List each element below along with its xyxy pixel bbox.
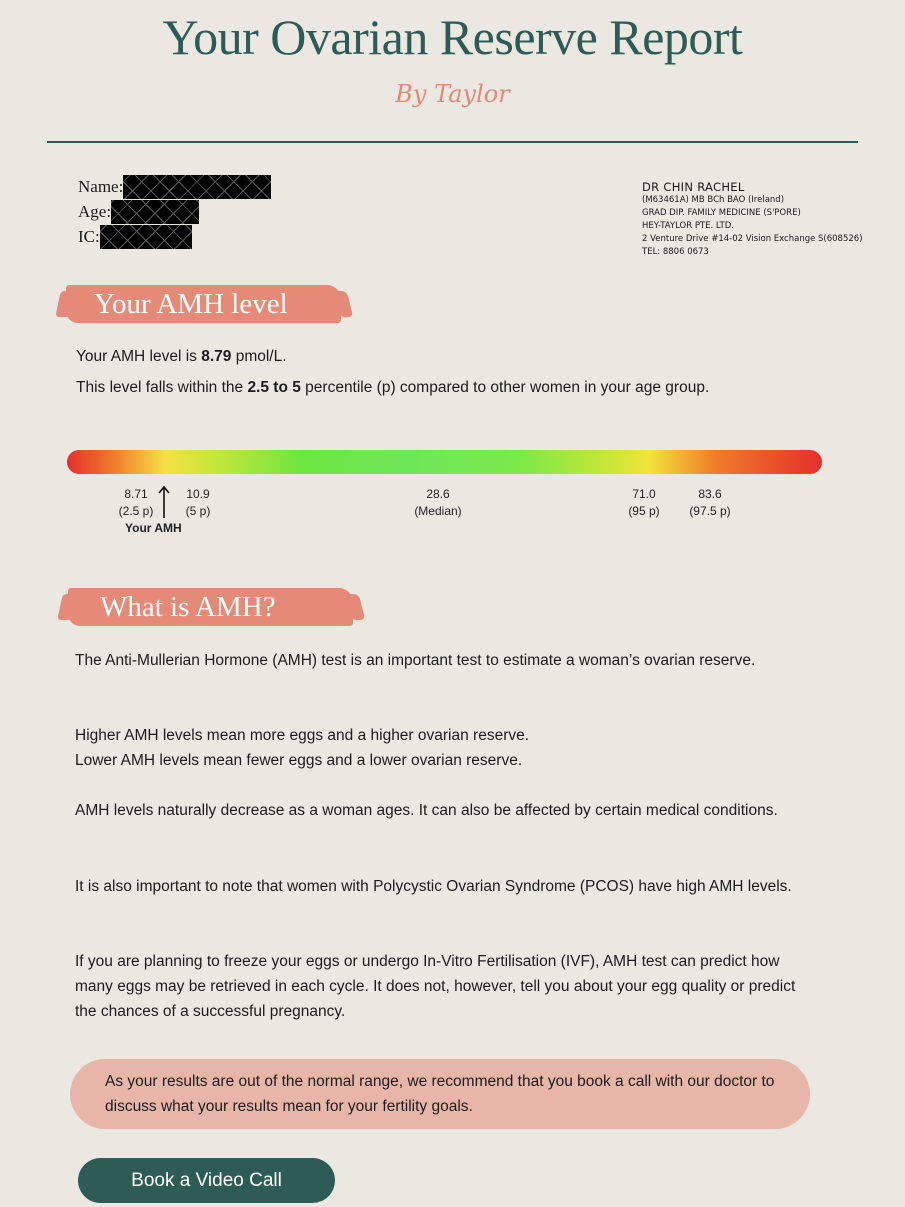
recommendation-notice (70, 1059, 810, 1129)
tick-5p: 10.9 (5 p) (185, 487, 211, 518)
amh-level-heading: Your AMH level (66, 285, 341, 323)
patient-ic-row (78, 224, 271, 249)
amh-level-sentence: Your AMH level is 8.79 pmol/L. (76, 348, 287, 365)
redacted-name (123, 175, 271, 199)
age-label: Age: (78, 201, 112, 221)
doctor-phone: TEL: 8806 0673 (642, 247, 709, 257)
paragraph-higher-amh: Higher AMH levels mean more eggs and a higher ovarian reserve. (75, 727, 530, 744)
notice-text: As your results are out of the normal range, we recommend that you book a call with our doctor to discuss what your results mean for your fertility goals. (105, 1073, 775, 1115)
book-video-call-button[interactable]: Book a Video Call (78, 1158, 335, 1203)
redacted-age (111, 200, 199, 224)
patient-details (78, 174, 271, 249)
paragraph-amh-definition: The Anti-Mullerian Hormone (AMH) test is an important test to estimate a woman’s ovarian reserve. (75, 652, 756, 669)
header-divider (47, 141, 858, 143)
doctor-company: HEY-TAYLOR PTE. LTD. (642, 221, 734, 231)
patient-age-row (78, 199, 271, 224)
paragraph-lower-amh: Lower AMH levels mean fewer eggs and a lower ovarian reserve. (75, 752, 523, 769)
patient-name-row (78, 174, 271, 199)
doctor-name: DR CHIN RACHEL (642, 180, 745, 194)
tick-95p: 71.0 (95 p) (628, 487, 660, 518)
amh-range-bar (67, 450, 822, 474)
doctor-registration: (M63461A) MB BCh BAO (Ireland) (642, 195, 785, 205)
ic-label: IC: (78, 226, 100, 246)
amh-value: 8.79 (201, 348, 232, 365)
doctor-stamp (642, 180, 863, 259)
arrow-up-icon (158, 485, 170, 519)
name-label: Name: (78, 176, 124, 196)
percentile-value: 2.5 to 5 (247, 379, 301, 396)
paragraph-ivf: If you are planning to freeze your eggs or undergo In-Vitro Fertilisation (IVF), AMH test can predict how many eggs may be retrieved in each cycle. It does not, however, tell you about your egg quality or predict the chances of a successful pregnancy. (75, 953, 796, 1020)
tick-median: 28.6 (Median) (414, 487, 462, 518)
byline: By Taylor (395, 80, 510, 108)
what-is-amh-heading: What is AMH? (68, 588, 353, 626)
paragraph-age-effect: AMH levels naturally decrease as a woman ages. It can also be affected by certain medical conditions. (75, 802, 778, 819)
tick-97-5p: 83.6 (97.5 p) (689, 487, 731, 518)
percentile-sentence: This level falls within the 2.5 to 5 percentile (p) compared to other women in your age group. (76, 379, 710, 396)
redacted-ic (100, 225, 192, 249)
your-amh-marker-label: Your AMH (125, 521, 182, 535)
paragraph-pcos: It is also important to note that women with Polycystic Ovarian Syndrome (PCOS) have high AMH levels. (75, 878, 792, 895)
tick-2-5p: 8.71 (2.5 p) (118, 487, 154, 518)
report-title: Your Ovarian Reserve Report (162, 9, 743, 65)
doctor-qualification: GRAD DIP. FAMILY MEDICINE (S'PORE) (642, 208, 801, 218)
doctor-address: 2 Venture Drive #14-02 Vision Exchange S(608526) (642, 234, 863, 244)
